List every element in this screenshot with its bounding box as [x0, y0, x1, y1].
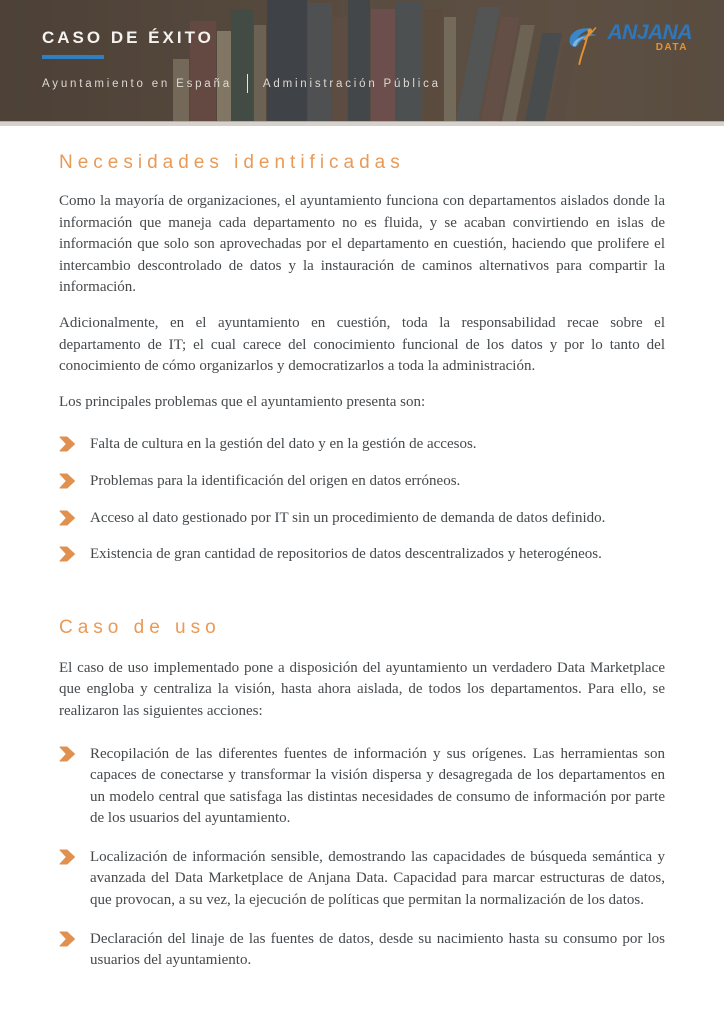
list-item-text: Falta de cultura en la gestión del dato y en la gestión de accesos.	[90, 436, 477, 453]
problems-list	[59, 434, 665, 565]
section-heading: Caso de uso	[59, 616, 221, 638]
hero-content	[42, 28, 441, 93]
list-item-text: Acceso al dato gestionado por IT sin un procedimiento de demanda de datos definido.	[90, 509, 606, 526]
document-body	[0, 152, 724, 972]
list-item-text: Existencia de gran cantidad de repositorios de datos descentralizados y heterogéneos.	[90, 546, 602, 563]
list-item-text: Declaración del linaje de las fuentes de datos, desde su nacimiento hasta su consumo por los usuarios del ayuntamiento.	[90, 930, 665, 969]
chevron-bullet-icon	[59, 849, 75, 865]
section-caso-de-uso	[59, 617, 665, 972]
chevron-bullet-icon	[59, 746, 75, 762]
subtitle	[42, 74, 441, 93]
list-item	[59, 544, 665, 566]
paragraph: El caso de uso implementado pone a disposición del ayuntamiento un verdadero Data Marketplace que engloba y centraliza la visión, hasta ahora aislada, de todos los departamentos. Para ello, se realizaron las siguientes acciones:	[59, 659, 665, 719]
title-underline	[42, 55, 104, 59]
page-title: CASO DE ÉXITO	[42, 28, 214, 47]
subtitle-client: Ayuntamiento en España	[42, 77, 232, 90]
list-item-text: Localización de información sensible, demostrando las capacidades de búsqueda semántica y avanzada del Data Marketplace de Anjana Data. Capacidad para marcar estructuras de datos, que provocan, a su vez, la ejecución de políticas que permitan la normalización de los datos.	[90, 848, 665, 909]
list-item	[59, 471, 665, 493]
actions-list	[59, 744, 665, 972]
chevron-bullet-icon	[59, 546, 75, 562]
anjana-data-logo	[567, 22, 692, 68]
section-necesidades	[59, 152, 665, 566]
list-item	[59, 929, 665, 972]
chevron-bullet-icon	[59, 931, 75, 947]
list-item	[59, 434, 665, 456]
hero-header	[0, 0, 724, 126]
section-heading: Necesidades identificadas	[59, 152, 405, 173]
list-item	[59, 508, 665, 530]
chevron-bullet-icon	[59, 436, 75, 452]
logo-text	[607, 21, 692, 53]
logo-sub: DATA	[655, 42, 688, 53]
paragraph: Como la mayoría de organizaciones, el ayuntamiento funciona con departamentos aislados donde la información que maneja cada departamento no es fluida, y se acaban convirtiendo en islas de información que solo son aprovechadas por el departamento en cuestión, haciendo que prolifere el intercambio descontrolado de datos y la instauración de caminos alternativos para compartir la información.	[59, 193, 665, 296]
paragraph: Adicionalmente, en el ayuntamiento en cuestión, toda la responsabilidad recae sobre el departamento de IT; el cual carece del conocimiento funcional de los datos y por lo tanto del conocimiento de cómo organizarlos y democratizarlos a toda la administración.	[59, 314, 665, 375]
logo-name: ANJANA	[607, 21, 692, 44]
chevron-bullet-icon	[59, 473, 75, 489]
dancer-swirl-icon	[567, 24, 605, 68]
list-item	[59, 744, 665, 830]
list-item-text: Recopilación de las diferentes fuentes de información y sus orígenes. Las herramientas son capaces de conectarse y transformar la visión dispersa y desagregada de los departamentos en un modelo central que satisfaga las distintas necesidades de consumo de información por parte de los usuarios del ayuntamiento.	[90, 745, 665, 827]
subtitle-sector: Administración Pública	[262, 77, 441, 90]
shelf-strip	[0, 121, 724, 126]
list-item	[59, 847, 665, 912]
paragraph: Los principales problemas que el ayuntamiento presenta son:	[59, 393, 426, 410]
subtitle-separator	[247, 74, 248, 93]
chevron-bullet-icon	[59, 510, 75, 526]
list-item-text: Problemas para la identificación del origen en datos erróneos.	[90, 472, 461, 489]
